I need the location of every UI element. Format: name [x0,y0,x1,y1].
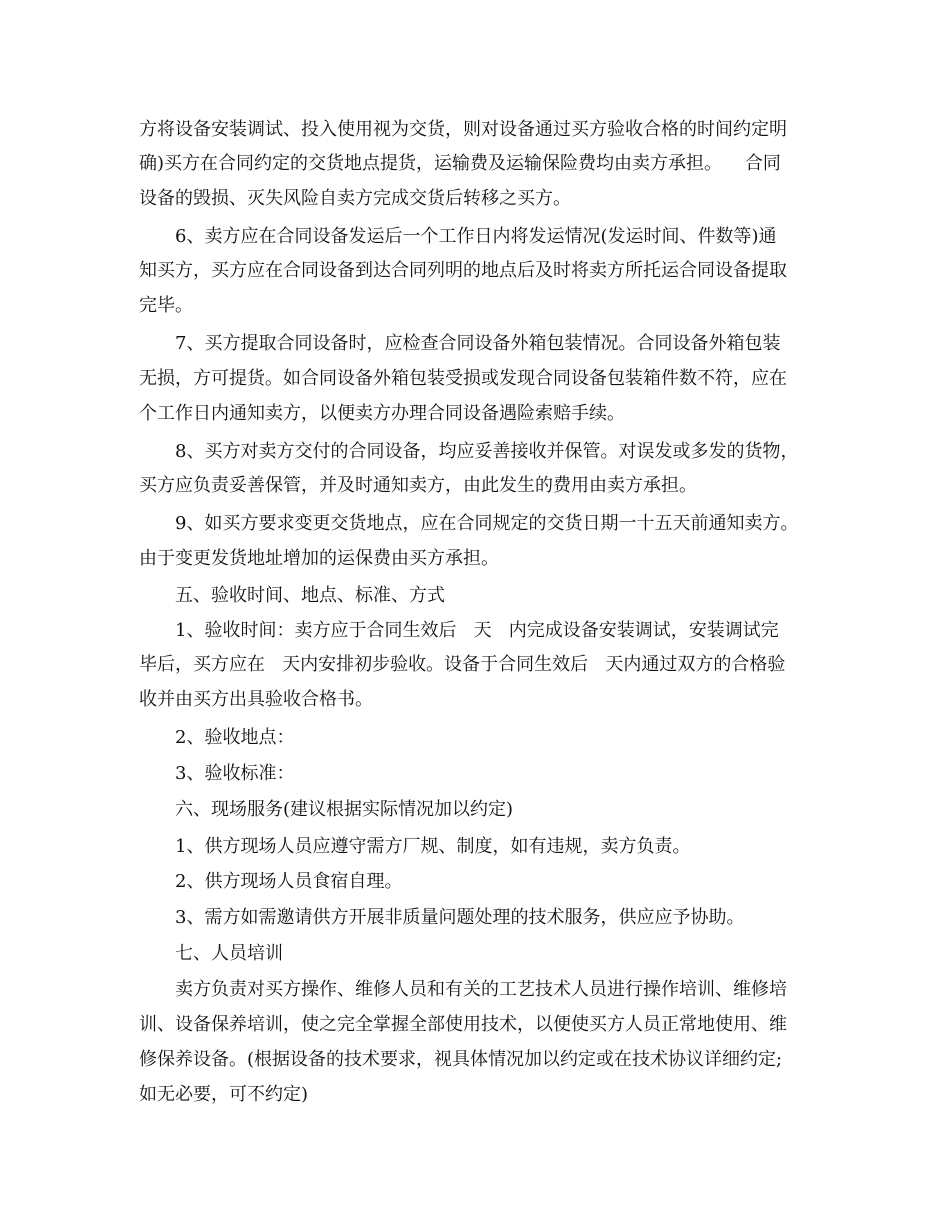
section-heading: 六、现场服务(建议根据实际情况加以约定) [175,799,514,820]
paragraph-line: 毕后，买方应在 天内安排初步验收。设备于合同生效后 天内通过双方的合格验 [139,654,786,675]
paragraph-line: 确)买方在合同约定的交货地点提货，运输费及运输保险费均由卖方承担。 合同 [139,153,781,174]
paragraph-line: 7、买方提取合同设备时，应检查合同设备外箱包装情况。合同设备外箱包装 [175,333,781,354]
paragraph-line: 买方应负责妥善保管，并及时通知卖方，由此发生的费用由卖方承担。 [139,475,697,496]
paragraph-line: 卖方负责对买方操作、维修人员和有关的工艺技术人员进行操作培训、维修培 [175,979,787,1000]
paragraph-line: 2、验收地点： [175,727,295,748]
paragraph-line: 修保养设备。(根据设备的技术要求，视具体情况加以约定或在技术协议详细约定; [139,1049,783,1070]
paragraph-line: 收并由买方出具验收合格书。 [139,689,373,710]
paragraph-line: 3、验收标准： [175,763,295,784]
paragraph-line: 个工作日内通知卖方，以便卖方办理合同设备遇险索赔手续。 [139,403,625,424]
paragraph-line: 1、验收时间：卖方应于合同生效后 天 内完成设备安装调试，安装调试完 [175,620,779,641]
paragraph-line: 如无必要，可不约定) [139,1084,309,1105]
paragraph-line: 3、需方如需邀请供方开展非质量问题处理的技术服务，供应应予协助。 [175,907,745,928]
section-heading: 七、人员培训 [175,943,283,964]
paragraph-line: 完毕。 [139,295,193,316]
paragraph-line: 1、供方现场人员应遵守需方厂规、制度，如有违规，卖方负责。 [175,836,691,857]
paragraph-line: 无损，方可提货。如合同设备外箱包装受损或发现合同设备包装箱件数不符，应在 [139,368,787,389]
section-heading: 五、验收时间、地点、标准、方式 [175,585,445,606]
paragraph-line: 方将设备安装调试、投入使用视为交货，则对设备通过买方验收合格的时间约定明 [139,119,787,140]
paragraph-line: 8、买方对卖方交付的合同设备，均应妥善接收并保管。对误发或多发的货物， [175,441,799,462]
paragraph-line: 训、设备保养培训，使之完全掌握全部使用技术，以便使买方人员正常地使用、维 [139,1014,787,1035]
paragraph-line: 知买方，买方应在合同设备到达合同列明的地点后及时将卖方所托运合同设备提取 [139,260,787,281]
paragraph-line: 由于变更发货地址增加的运保费由买方承担。 [139,548,499,569]
paragraph-line: 6、卖方应在合同设备发运后一个工作日内将发运情况(发运时间、件数等)通 [175,226,777,247]
paragraph-line: 设备的毁损、灭失风险自卖方完成交货后转移之买方。 [139,188,571,209]
paragraph-line: 2、供方现场人员食宿自理。 [175,871,403,892]
paragraph-line: 9、如买方要求变更交货地点，应在合同规定的交货日期一十五天前通知卖方。 [175,513,799,534]
